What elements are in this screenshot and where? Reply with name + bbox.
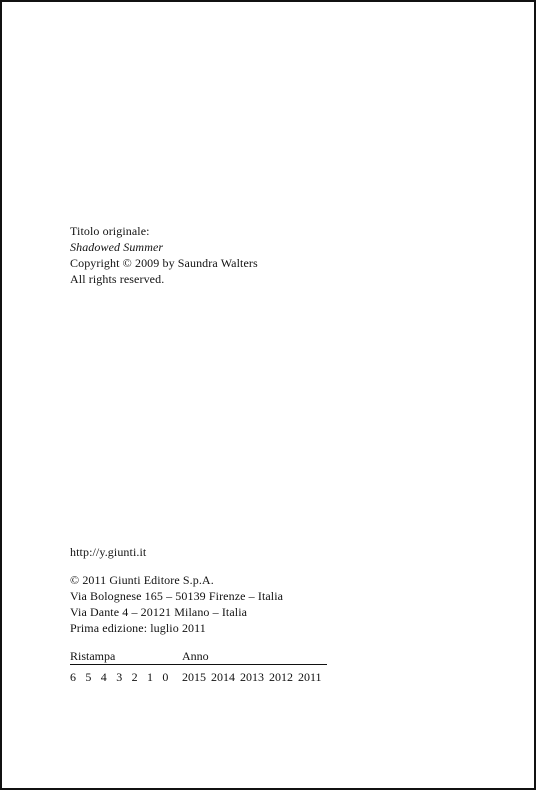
rights-reserved: All rights reserved. <box>70 272 165 286</box>
website-block <box>70 544 146 560</box>
original-copyright: Copyright © 2009 by Saundra Walters <box>70 256 258 270</box>
original-title-label: Titolo originale: <box>70 224 150 238</box>
original-title-block <box>70 223 258 287</box>
website-url: http://y.giunti.it <box>70 545 147 559</box>
reprint-table-row <box>70 669 327 685</box>
publisher-copyright: © 2011 Giunti Editore S.p.A. <box>70 573 214 587</box>
original-title: Shadowed Summer <box>70 240 164 254</box>
reprint-numbers: 6 5 4 3 2 1 0 <box>70 670 172 684</box>
reprint-table-header <box>70 648 327 665</box>
year-header: Anno <box>182 649 209 663</box>
first-edition: Prima edizione: luglio 2011 <box>70 621 206 635</box>
publisher-block <box>70 572 283 636</box>
publisher-address-florence: Via Bolognese 165 – 50139 Firenze – Italia <box>70 589 284 603</box>
publisher-address-milan: Via Dante 4 – 20121 Milano – Italia <box>70 605 248 619</box>
reprint-header: Ristampa <box>70 649 116 663</box>
year-numbers: 2015 2014 2013 2012 2011 <box>182 670 322 684</box>
reprint-table <box>70 648 327 685</box>
